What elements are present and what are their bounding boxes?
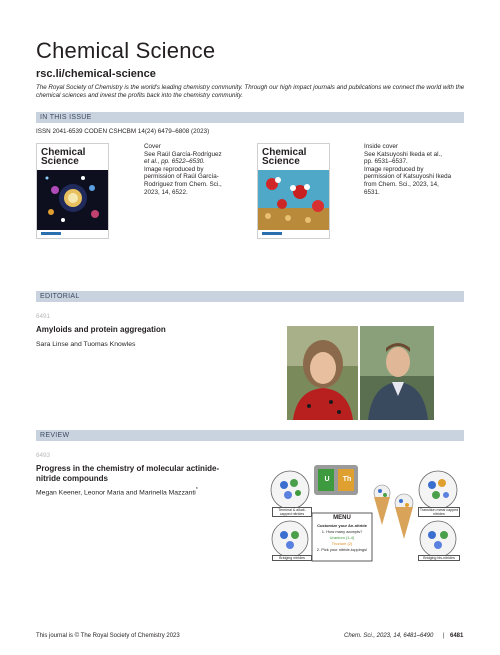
editorial-page-number: 6491: [36, 313, 51, 320]
review-title-line: nitride compounds: [36, 473, 108, 483]
caption-line: 2023, 14, 6522.: [144, 188, 188, 196]
footer-separator: |: [443, 633, 445, 639]
journal-intro: The Royal Society of Chemistry is the world's leading chemistry community. Through our high impact journals and publications we connect the world with the chemical sciences and invest the profits back into the chemistry community.: [36, 84, 465, 99]
caption-line: See Katsuyoshi Ikeda et al.,: [364, 150, 443, 158]
editorial-authors: Sara Linse and Tuomas Knowles: [36, 341, 136, 348]
can-thorium-label: Th: [342, 476, 352, 483]
caption-line: Image reproduced by: [144, 165, 204, 173]
section-band-in-this-issue: IN THIS ISSUE: [36, 112, 464, 123]
caption-line: Rodríguez from Chem. Sci.,: [144, 180, 222, 188]
label-terminal-nitrides: Terminal & alkali-capped nitrides: [272, 507, 312, 517]
review-title-line: Progress in the chemistry of molecular actinide-: [36, 464, 220, 473]
review-authors-names: Megan Keener, Leonor Maria and Marinella Mazzanti: [36, 489, 196, 497]
issue-info: ISSN 2041-6539 CODEN CSHCBM 14(24) 6479–6808 (2023): [36, 128, 210, 135]
inside-cover-artwork: [258, 170, 329, 230]
section-band-editorial: EDITORIAL: [36, 291, 464, 302]
journal-title: Chemical Science: [36, 38, 216, 63]
inside-cover-caption: [364, 143, 456, 196]
footer-citation: Chem. Sci., 2023, 14, 6481–6490: [344, 633, 434, 639]
menu-heading: MENU: [333, 515, 351, 521]
front-cover-caption: [144, 143, 224, 196]
footer-copyright: This journal is © The Royal Society of Chemistry 2023: [36, 633, 180, 639]
review-graphical-abstract: [264, 455, 464, 565]
cover-masthead: Chemical Science: [262, 147, 307, 167]
menu-customize: Customize your An-nitride: [317, 523, 367, 528]
label-bridging-nitrides: Bridging nitrides: [272, 555, 312, 561]
inside-cover-image: [257, 143, 330, 239]
author-photo-sara-linse: [287, 326, 358, 420]
front-cover-image: [36, 143, 109, 239]
menu-uranium: Uranium (1-4): [329, 535, 355, 540]
section-band-review: REVIEW: [36, 430, 464, 441]
front-cover-heading: Cover: [144, 143, 161, 150]
label-transition-nitrides: Transition metal capped nitrides: [419, 508, 459, 516]
caption-line: from Chem. Sci., 2023, 14,: [364, 180, 439, 188]
caption-line: 6531.: [364, 188, 380, 196]
menu-thorium: Thorium (2): [331, 541, 353, 546]
cover-masthead: Chemical Science: [41, 147, 86, 167]
footer-page-number: 6481: [450, 633, 464, 639]
journal-url[interactable]: rsc.li/chemical-science: [36, 68, 156, 80]
inside-cover-heading: Inside cover: [364, 143, 398, 150]
author-photo-tuomas-knowles: [360, 326, 434, 420]
can-uranium-label: U: [324, 476, 330, 483]
caption-line: pp. 6531–6537.: [364, 158, 408, 166]
editorial-title[interactable]: Amyloids and protein aggregation: [36, 325, 166, 334]
menu-question-1: 1. How many accepts?: [321, 529, 363, 534]
front-cover-artwork: [37, 170, 108, 230]
caption-line: et al., pp. 6522–6530.: [144, 158, 205, 166]
corresponding-author-mark: *: [195, 487, 198, 493]
caption-line: permission of Raúl García-: [144, 173, 219, 181]
review-page-number: 6493: [36, 452, 51, 459]
caption-line: Image reproduced by: [364, 165, 424, 173]
caption-line: permission of Katsuyoshi Ikeda: [364, 173, 452, 181]
caption-line: See Raúl García-Rodríguez: [144, 150, 222, 158]
review-authors: [36, 487, 198, 496]
menu-question-2: 2. Pick your nitride-toppings!: [316, 547, 368, 552]
review-title[interactable]: [36, 464, 219, 483]
label-bridging-bis-nitrides: Bridging bis-nitrides: [418, 555, 460, 561]
